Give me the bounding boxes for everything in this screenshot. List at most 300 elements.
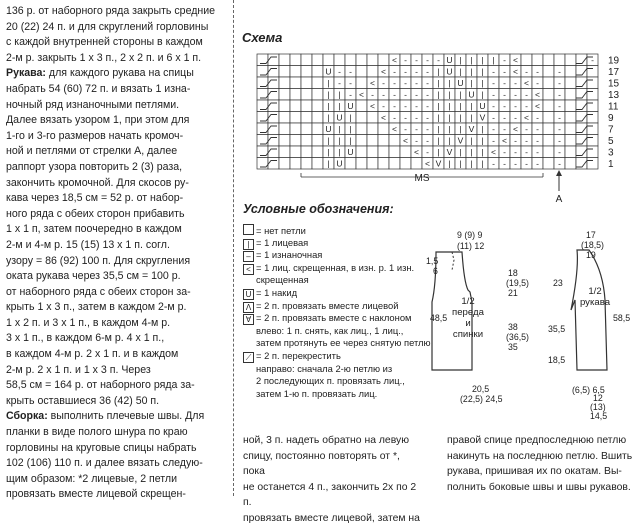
row-number: 3 xyxy=(608,147,614,159)
chart-cell xyxy=(356,66,367,78)
chart-symbol: - xyxy=(492,158,495,169)
chart-cell xyxy=(378,54,389,66)
row-number: 11 xyxy=(608,101,619,113)
chart-symbol: - xyxy=(426,55,429,65)
instructions-text-run: 102 (106) 110 п. и далее вязать следую- xyxy=(6,457,203,470)
chart-cell xyxy=(565,77,576,89)
chart-symbol: - xyxy=(503,78,506,88)
chart-cell xyxy=(565,100,576,112)
chart-symbol: - xyxy=(558,101,561,111)
instructions-text-run: закончить кромочной. Для скосов ру- xyxy=(6,176,189,189)
instructions-text-run: узору = 86 (92) 100 п. Для скругления xyxy=(6,254,191,267)
instructions-text-run: горловины на круговые спицы набрать xyxy=(6,441,197,454)
chart-cell xyxy=(301,66,312,78)
chart-cell xyxy=(290,77,301,89)
chart-cell xyxy=(301,77,312,89)
instructions-text-run: 1 х 1 п, затем поочередно в каждом xyxy=(6,223,182,236)
section-heading: Сборка: xyxy=(6,410,48,423)
chart-cell xyxy=(587,146,598,158)
chart-cell xyxy=(565,112,576,124)
chart-cell xyxy=(587,100,598,112)
caption-line: рукава xyxy=(579,297,611,308)
chart-symbol: - xyxy=(349,89,352,100)
chart-symbol: - xyxy=(426,89,429,100)
chart-symbol: - xyxy=(426,66,429,77)
legend-item xyxy=(243,300,398,313)
chart-cell xyxy=(345,54,356,66)
sleeve-top-label: 17 xyxy=(586,230,596,240)
instructions-line xyxy=(6,20,228,36)
chart-symbol: < xyxy=(535,101,540,111)
text-line: провязать вместе лицевой, затем на xyxy=(243,512,420,524)
chart-symbol: - xyxy=(393,112,396,123)
front-right-c: 21 xyxy=(508,288,518,298)
instructions-line xyxy=(6,487,228,503)
front-top-label-2: (11) 12 xyxy=(457,241,485,251)
chart-symbol: U xyxy=(479,101,486,111)
chart-symbol: | xyxy=(327,158,330,169)
chart-cell xyxy=(521,54,532,66)
instructions-text-run: 1 х 2 п. и 3 х 1 п., в каждом 4-м р. xyxy=(6,316,171,329)
chart-symbol: - xyxy=(415,66,418,77)
chart-symbol: | xyxy=(481,158,484,169)
instructions-line xyxy=(6,4,228,20)
chart-symbol: - xyxy=(536,158,539,169)
chart-symbol: - xyxy=(415,101,418,111)
chart-symbol: | xyxy=(481,147,484,157)
chart-symbol: - xyxy=(404,124,407,134)
chart-symbol: - xyxy=(404,89,407,100)
instructions-line xyxy=(6,425,228,441)
instructions-text xyxy=(6,4,228,503)
chart-symbol: | xyxy=(448,89,451,100)
legend-item xyxy=(243,274,309,286)
instructions-line xyxy=(6,98,228,114)
chart-cell xyxy=(367,146,378,158)
chart-symbol: < xyxy=(513,124,518,134)
chart-cell xyxy=(279,123,290,135)
instructions-line xyxy=(6,66,228,82)
chart-cell xyxy=(279,66,290,78)
chart-cell xyxy=(312,54,323,66)
chart-symbol: U xyxy=(347,147,354,157)
sleeve-bottom-4: 14,5 xyxy=(590,411,608,421)
chart-symbol: - xyxy=(404,66,407,77)
instructions-line xyxy=(6,207,228,223)
chart-symbol: | xyxy=(437,66,440,77)
chart-symbol: < xyxy=(381,66,386,77)
instructions-line xyxy=(6,35,228,51)
chart-cell xyxy=(565,135,576,147)
chart-symbol: | xyxy=(338,147,341,157)
chart-symbol: | xyxy=(459,101,462,111)
chart-symbol: | xyxy=(459,66,462,77)
legend-item xyxy=(243,237,308,250)
chart-symbol: | xyxy=(349,112,352,123)
chart-symbol: V xyxy=(435,158,442,169)
chart-symbol: | xyxy=(327,78,330,88)
sleeve-left-c: 18,5 xyxy=(548,355,566,365)
chart-symbol: - xyxy=(492,124,495,134)
chart-cell xyxy=(290,146,301,158)
instructions-text-run: Далее вязать узором 1, при этом для xyxy=(6,114,190,127)
chart-symbol: - xyxy=(426,124,429,134)
legend-text: направо: сначала 2-ю петлю из xyxy=(256,362,393,374)
sleeve-left-a: 23 xyxy=(553,278,563,288)
chart-cell xyxy=(279,146,290,158)
caption-line: 1/2 xyxy=(588,286,602,297)
chart-symbol: - xyxy=(393,89,396,100)
chart-symbol: - xyxy=(404,101,407,111)
chart-symbol: - xyxy=(514,135,517,146)
caption-line: переда xyxy=(452,307,484,318)
chart-cell xyxy=(411,158,422,170)
instructions-line xyxy=(6,113,228,129)
chart-cell xyxy=(378,135,389,147)
caption-line: и xyxy=(465,318,471,329)
legend-text: 2 последующих п. провязать лиц., xyxy=(256,375,405,387)
chart-cell xyxy=(334,54,345,66)
chart-symbol: - xyxy=(393,66,396,77)
legend-symbol: U xyxy=(243,289,254,300)
chart-symbol: - xyxy=(536,78,539,88)
front-left-mid: 48,5 xyxy=(430,313,448,323)
chart-symbol: | xyxy=(338,124,341,134)
legend-symbol: | xyxy=(243,239,254,250)
chart-symbol: | xyxy=(437,101,440,111)
chart-cell xyxy=(587,66,598,78)
instructions-line xyxy=(6,409,228,425)
chart-cell xyxy=(356,77,367,89)
chart-symbol: - xyxy=(492,135,495,146)
chart-symbol: | xyxy=(459,55,462,65)
chart-symbol: - xyxy=(525,158,528,169)
chart-symbol: | xyxy=(470,66,473,77)
chart-cell xyxy=(312,158,323,170)
chart-symbol: | xyxy=(470,112,473,123)
chart-cell xyxy=(268,100,279,112)
chart-symbol: - xyxy=(492,89,495,100)
sleeve-left-b: 35,5 xyxy=(548,324,566,334)
chart-cell xyxy=(290,54,301,66)
chart-cell xyxy=(543,135,554,147)
column-divider xyxy=(233,0,234,496)
chart-symbol: - xyxy=(558,135,561,146)
chart-symbol: | xyxy=(349,124,352,134)
caption-line: 1/2 xyxy=(461,296,475,307)
chart-symbol: < xyxy=(403,135,408,146)
chart-cell xyxy=(268,89,279,101)
chart-cell xyxy=(268,54,279,66)
chart-cell xyxy=(312,77,323,89)
chart-symbol: V xyxy=(446,147,453,157)
chart-symbol: - xyxy=(393,101,396,111)
chart-symbol: | xyxy=(459,112,462,123)
chart-cell xyxy=(356,100,367,112)
chart-symbol: - xyxy=(349,66,352,77)
chart-cell xyxy=(356,135,367,147)
chart-symbol: < xyxy=(535,89,540,100)
chart-symbol: - xyxy=(514,147,517,157)
chart-cell xyxy=(389,135,400,147)
row-number: 17 xyxy=(608,67,620,78)
chart-symbol: - xyxy=(536,147,539,157)
front-right-a: 18 xyxy=(508,268,518,278)
chart-symbol: - xyxy=(492,101,495,111)
chart-symbol: U xyxy=(457,78,464,88)
chart-cell xyxy=(565,123,576,135)
instructions-line xyxy=(6,472,228,488)
chart-symbol: | xyxy=(459,147,462,157)
chart-symbol: | xyxy=(338,89,341,100)
row-number: 13 xyxy=(608,90,620,101)
chart-symbol: | xyxy=(448,158,451,169)
front-bottom-label: 20,5 xyxy=(472,384,490,394)
chart-cell xyxy=(290,112,301,124)
chart-symbol: - xyxy=(415,135,418,146)
chart-cell xyxy=(268,66,279,78)
front-right-mid-1: 38 xyxy=(508,322,518,332)
instructions-line xyxy=(6,222,228,238)
chart-cell xyxy=(356,54,367,66)
instructions-line xyxy=(6,394,228,410)
chart-symbol: | xyxy=(470,55,473,65)
text-line: спицу, постоянно повторять от *, пока xyxy=(243,450,400,478)
legend-text: = 2 п. провязать вместе с наклоном xyxy=(256,312,412,324)
chart-cell xyxy=(543,66,554,78)
chart-symbol: | xyxy=(437,124,440,134)
instructions-text-run: выполнить плечевые швы. Для xyxy=(47,410,205,423)
chart-cell xyxy=(312,66,323,78)
legend-item xyxy=(243,249,322,262)
chart-symbol: V xyxy=(457,135,464,146)
legend-text: = 2 п. перекрестить xyxy=(256,350,341,361)
front-right-mid-3: 35 xyxy=(508,342,518,352)
chart-symbol: | xyxy=(470,158,473,169)
chart-cell xyxy=(565,54,576,66)
legend-text: = 1 накид xyxy=(256,287,298,298)
chart-symbol: - xyxy=(426,101,429,111)
chart-cell xyxy=(301,135,312,147)
instructions-line xyxy=(6,316,228,332)
chart-symbol: | xyxy=(481,89,484,100)
chart-symbol: - xyxy=(514,89,517,100)
chart-symbol: - xyxy=(558,147,561,157)
chart-cell xyxy=(565,89,576,101)
front-left-a: 1,5 xyxy=(426,256,439,266)
sleeve-bottom-1: (6,5) 6,5 xyxy=(572,385,605,395)
chart-symbol: U xyxy=(468,89,475,100)
chart-symbol: | xyxy=(327,147,330,157)
instructions-text-run: оката рукава через 35,5 см = 100 р. xyxy=(6,270,181,283)
chart-symbol: - xyxy=(503,158,506,169)
chart-cell xyxy=(279,112,290,124)
chart-symbol: U xyxy=(336,112,343,123)
chart-cell xyxy=(268,135,279,147)
chart-symbol: - xyxy=(525,66,528,77)
chart-symbol: - xyxy=(536,66,539,77)
chart-symbol: - xyxy=(514,112,517,123)
instructions-text-run: 1-го и 3-го размеров начать кромоч- xyxy=(6,129,184,142)
chart-symbol: - xyxy=(514,78,517,88)
instructions-text-run: ночный ряд изнаночными петлями. xyxy=(6,98,180,111)
chart-symbol: | xyxy=(327,112,330,123)
legend-item xyxy=(243,388,377,400)
chart-cell xyxy=(543,158,554,170)
instructions-text-run: с каждой внутренней стороны в каждом xyxy=(6,36,203,49)
instructions-text-run: 136 р. от наборного ряда закрыть средние xyxy=(6,5,216,17)
chart-symbol: - xyxy=(382,89,385,100)
instructions-line xyxy=(6,129,228,145)
chart-symbol: | xyxy=(481,78,484,88)
front-left-b: 6 xyxy=(433,266,438,276)
instructions-text-run: 2-м р. закрыть 1 х 3 п., 2 х 2 п. и 6 х 1 п. xyxy=(6,51,202,64)
legend-text: затем протянуть ее через снятую петлю xyxy=(256,337,431,349)
chart-cell xyxy=(356,112,367,124)
chart-cell xyxy=(543,146,554,158)
chart-symbol: | xyxy=(470,135,473,146)
text-line: рукава, пришивая их по окатам. Вы- xyxy=(447,466,622,478)
chart-symbol: - xyxy=(415,78,418,88)
chart-symbol: - xyxy=(492,78,495,88)
legend-item xyxy=(243,325,403,337)
chart-symbol: | xyxy=(448,101,451,111)
legend-text: затем 1-ю п. провязать лиц. xyxy=(256,387,378,399)
chart-symbol: | xyxy=(481,66,484,77)
instructions-text-run: в каждом 4-м р. 2 х 1 п. и в каждом xyxy=(6,348,179,361)
chart-symbol: - xyxy=(525,124,528,134)
chart-cell xyxy=(587,77,598,89)
legend-symbol: < xyxy=(243,264,254,275)
chart-cell xyxy=(268,158,279,170)
chart-symbol: | xyxy=(448,78,451,88)
instructions-text-run: ного ряда с обеих сторон прибавить xyxy=(6,207,185,220)
chart-symbol: - xyxy=(525,101,528,111)
chart-cell xyxy=(389,146,400,158)
chart-symbol: - xyxy=(558,89,561,100)
chart-cell xyxy=(587,158,598,170)
chart-symbol: U xyxy=(325,66,332,77)
row-number: 9 xyxy=(608,113,614,124)
chart-symbol: | xyxy=(437,112,440,123)
chart-cell xyxy=(378,146,389,158)
instructions-line xyxy=(6,347,228,363)
chart-symbol: - xyxy=(558,112,561,123)
chart-symbol: - xyxy=(536,112,539,123)
chart-cell xyxy=(543,54,554,66)
chart-cell xyxy=(290,123,301,135)
chart-cell xyxy=(323,54,334,66)
instructions-text-run: 2-м р. 2 х 1 п. и 1 х 3 п. Через xyxy=(6,363,151,376)
chart-symbol: | xyxy=(459,124,462,134)
chart-cell xyxy=(345,158,356,170)
text-line: накинуть на последнюю петлю. Вшить xyxy=(447,450,633,462)
chart-cell xyxy=(367,158,378,170)
arrow-a-label: A xyxy=(555,194,563,205)
chart-symbol: < xyxy=(370,78,375,88)
bottom-right-text xyxy=(447,433,639,495)
instructions-text-run: провязать вместе лицевой скрещен- xyxy=(6,488,186,501)
instructions-line xyxy=(6,144,228,160)
chart-symbol: - xyxy=(404,112,407,123)
row-number: 1 xyxy=(608,159,614,170)
chart-cell xyxy=(301,123,312,135)
chart-symbol: | xyxy=(437,135,440,146)
chart-symbol: < xyxy=(502,135,507,146)
chart-symbol: | xyxy=(327,89,330,100)
chart-symbol: - xyxy=(338,78,341,88)
chart-symbol: | xyxy=(327,135,330,146)
chart-cell xyxy=(301,158,312,170)
chart-cell xyxy=(367,135,378,147)
chart-cell xyxy=(543,123,554,135)
sleeve-top-label-3: 19 xyxy=(586,250,596,260)
instructions-line xyxy=(6,269,228,285)
chart-cell xyxy=(290,66,301,78)
legend-symbol: Λ xyxy=(243,302,254,313)
chart-cell xyxy=(554,54,565,66)
legend-text: = нет петли xyxy=(256,225,306,236)
chart-symbol: - xyxy=(382,101,385,111)
chart-cell xyxy=(587,123,598,135)
chart-cell xyxy=(290,89,301,101)
chart-symbol: | xyxy=(481,55,484,65)
chart-cell xyxy=(268,123,279,135)
chart-symbol: | xyxy=(481,135,484,146)
chart-cell xyxy=(587,89,598,101)
chart-symbol: | xyxy=(437,78,440,88)
chart-cell xyxy=(279,100,290,112)
legend-text: = 2 п. провязать вместе лицевой xyxy=(256,299,399,311)
chart-symbol: - xyxy=(349,78,352,88)
chart-symbol: < xyxy=(524,78,529,88)
instructions-line xyxy=(6,378,228,394)
front-right-b: (19,5) xyxy=(506,278,529,288)
chart-symbol: - xyxy=(371,89,374,100)
chart-symbol: - xyxy=(514,158,517,169)
chart-symbol: V xyxy=(479,112,486,123)
front-caption xyxy=(438,296,498,340)
chart-cell xyxy=(279,89,290,101)
chart-cell xyxy=(279,54,290,66)
sleeve-bottom-2: 12 xyxy=(593,393,603,403)
chart-cell xyxy=(565,158,576,170)
instructions-text-run: набрать 54 (60) 72 п. и вязать 1 изна- xyxy=(6,82,191,95)
chart-cell xyxy=(268,77,279,89)
chart-symbol: - xyxy=(503,124,506,134)
instructions-text-run: 58,5 см = 164 р. от наборного ряда за- xyxy=(6,379,195,392)
chart-symbol: - xyxy=(536,124,539,134)
chart-symbol: - xyxy=(404,55,407,65)
bottom-middle-text xyxy=(243,433,423,527)
chart-symbol: | xyxy=(481,124,484,134)
chart-cell xyxy=(279,135,290,147)
chart-cell xyxy=(543,112,554,124)
legend-symbol xyxy=(243,224,254,235)
chart-cell xyxy=(268,146,279,158)
caption-line: спинки xyxy=(452,329,484,340)
legend-item xyxy=(243,350,341,363)
text-line: полнить боковые швы и швы рукавов. xyxy=(447,481,631,493)
chart-cell xyxy=(367,66,378,78)
front-top-label: 9 (9) 9 xyxy=(457,230,483,240)
row-number: 15 xyxy=(608,78,620,90)
text-line: ной, 3 п. надеть обратно на левую xyxy=(243,435,409,446)
chart-symbol: < xyxy=(524,112,529,123)
ms-label: MS xyxy=(414,173,430,184)
chart-cell xyxy=(312,112,323,124)
chart-symbol: - xyxy=(437,55,440,65)
